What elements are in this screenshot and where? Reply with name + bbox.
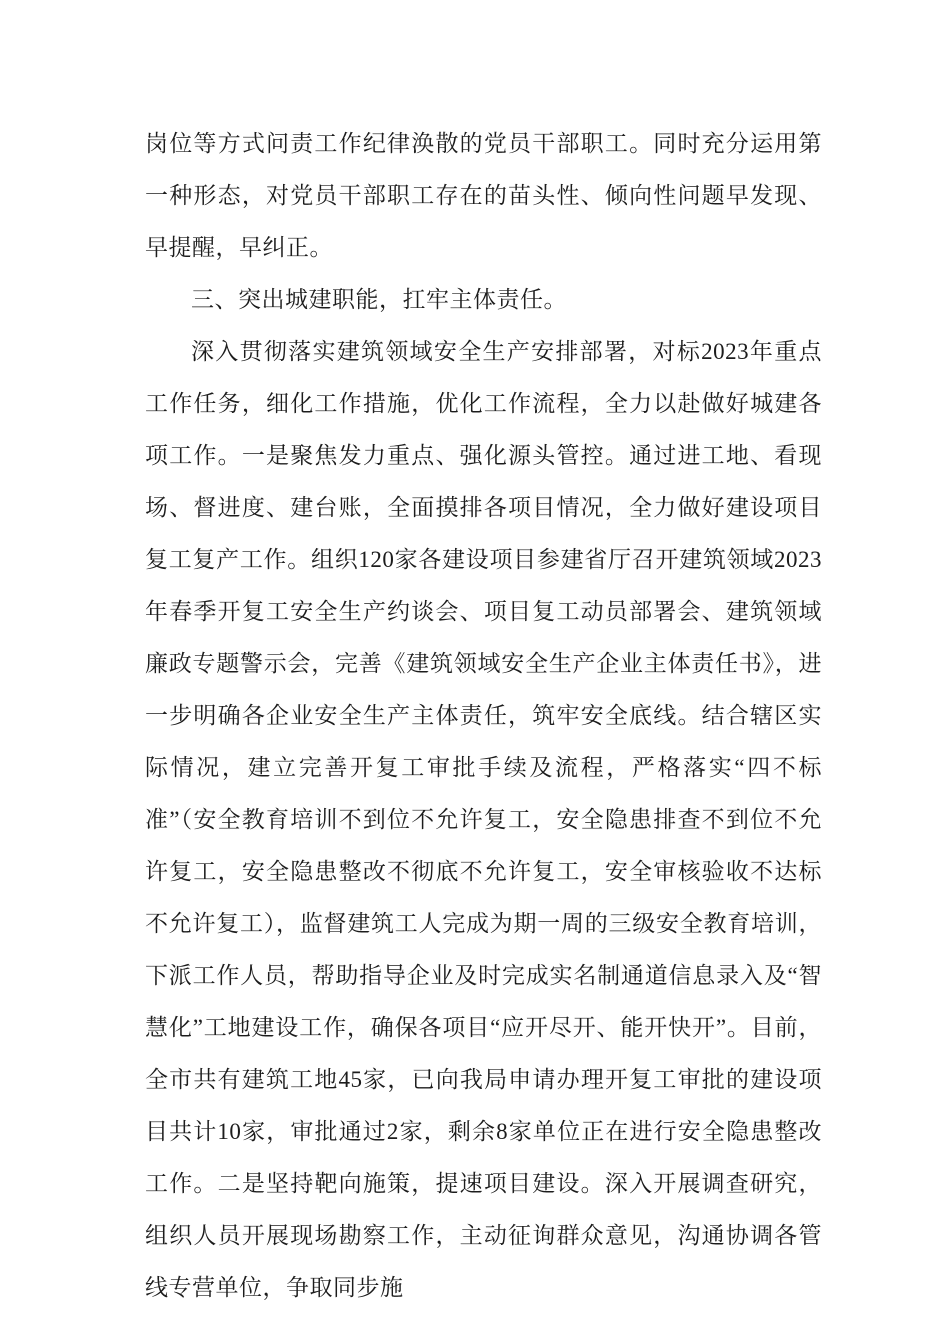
section-heading: 三、突出城建职能，扛牢主体责任。	[191, 287, 567, 312]
document-body	[145, 118, 822, 1314]
paragraph-body: 深入贯彻落实建筑领域安全生产安排部署，对标2023年重点工作任务，细化工作措施，优化工作流程，全力以赴做好城建各项工作。一是聚焦发力重点、强化源头管控。通过进工地、看现场、督进度、建台账，全面摸排各项目情况，全力做好建设项目复工复产工作。组织120家各建设项目参建省厅召开建筑领域2023年春季开复工安全生产约谈会、项目复工动员部署会、建筑领域廉政专题警示会，完善《建筑领域安全生产企业主体责任书》，进一步明确各企业安全生产主体责任，筑牢安全底线。结合辖区实际情况，建立完善开复工审批手续及流程，严格落实“四不标准”（安全教育培训不到位不允许复工，安全隐患排查不到位不允许复工，安全隐患整改不彻底不允许复工，安全审核验收不达标不允许复工），监督建筑工人完成为期一周的三级安全教育培训，下派工作人员，帮助指导企业及时完成实名制通道信息录入及“智慧化”工地建设工作，确保各项目“应开尽开、能开快开”。目前，全市共有建筑工地45家，已向我局申请办理开复工审批的建设项目共计10家，审批通过2家，剩余8家单位正在进行安全隐患整改工作。二是坚持靶向施策，提速项目建设。深入开展调查研究，组织人员开展现场勘察工作，主动征询群众意见，沟通协调各管线专营单位，争取同步施	[145, 339, 822, 1300]
paragraph-continuation: 岗位等方式问责工作纪律涣散的党员干部职工。同时充分运用第一种形态，对党员干部职工存在的苗头性、倾向性问题早发现、早提醒，早纠正。	[145, 131, 822, 260]
